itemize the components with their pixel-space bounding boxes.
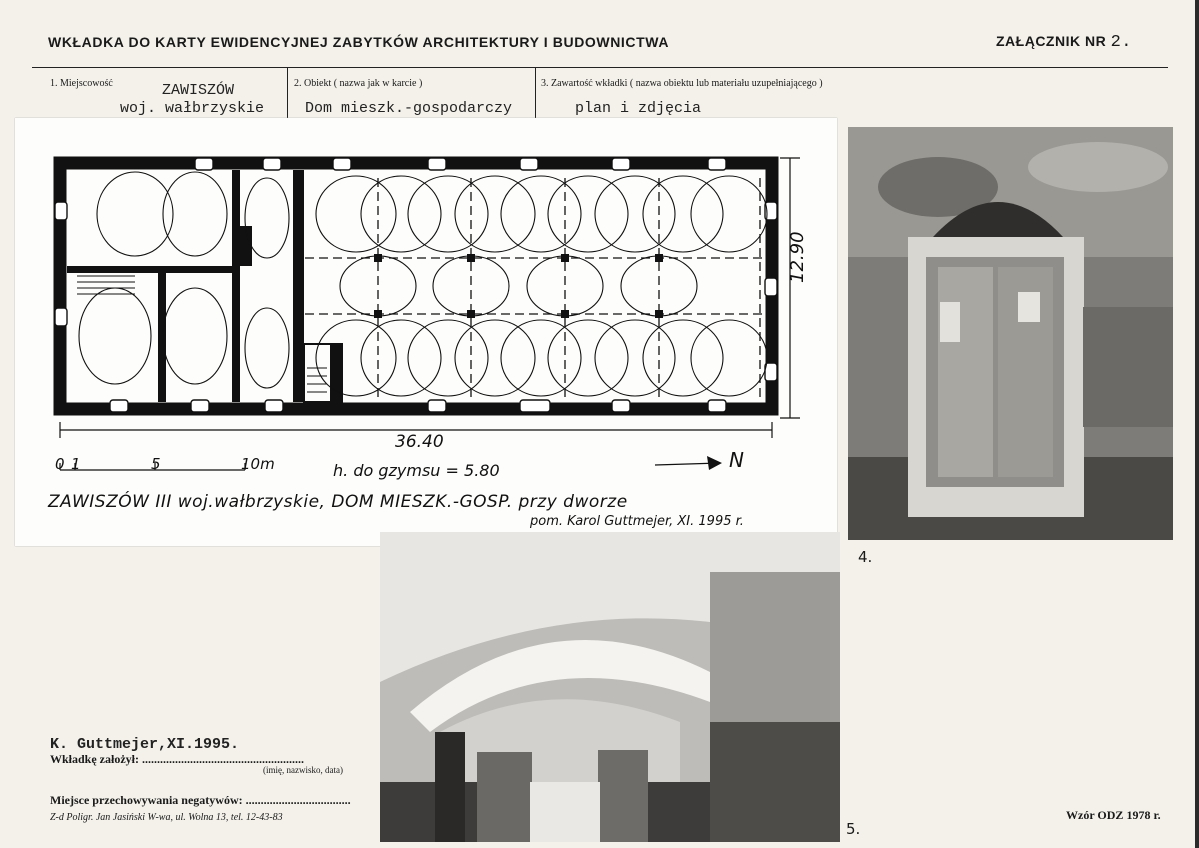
author-value: K. Guttmejer,XI.1995. [50,736,240,753]
plan-caption: ZAWISZÓW III woj.wałbrzyskie, DOM MIESZK.-GOSP. przy dworze [48,492,628,512]
negatives-label: Miejsce przechowywania negatywów: ................................... [50,793,351,807]
field-1-value-place: ZAWISZÓW [162,82,235,99]
field-1-label: 1. Miejscowość [50,78,113,89]
floor-plan-card [15,118,837,546]
interior-photo-image [380,532,840,842]
field-2-label: 2. Obiekt ( nazwa jak w karcie ) [294,78,423,89]
field-3-label: 3. Zawartość wkładki ( nazwa obiektu lub materiału uzupełniającego ) [541,78,823,89]
cornice-height: h. do gzymsu = 5.80 [333,461,500,480]
printer-info: Z-d Poligr. Jan Jasiński W-wa, ul. Wolna 13, tel. 12-43-83 [50,812,283,823]
plan-author: pom. Karol Guttmejer, XI. 1995 r. [530,514,744,529]
field-2-value: Dom mieszk.-gospodarczy [305,100,513,117]
interior-photo [380,532,840,842]
scale-label-1: 1 [71,455,81,473]
scale-label-5: 5 [151,455,161,473]
scale-label-10m: 10m [241,455,275,473]
dimension-height: 12.90 [787,231,808,283]
dimension-length: 36.40 [395,432,444,452]
author-hint: (imię, nazwisko, data) [263,765,343,775]
header-rule [32,67,1168,68]
north-label: N [729,448,744,472]
field-1-value-region: woj. wałbrzyskie [120,100,265,117]
author-label: Wkładkę założył: ...................................................... [50,752,304,766]
annex-label-text: ZAŁĄCZNIK NR [996,33,1107,49]
annex-label [996,33,1132,52]
door-photo-image [848,127,1173,540]
floor-plan-drawing [15,118,837,546]
door-photo [848,127,1173,540]
interior-photo-number: 5. [846,820,861,838]
sheet-title: WKŁADKA DO KARTY EWIDENCYJNEJ ZABYTKÓW ARCHITEKTURY I BUDOWNICTWA [48,34,670,50]
scale-label-0: 0 [55,455,65,473]
field-divider-2 [535,68,536,120]
field-3-value: plan i zdjęcia [575,100,702,117]
annex-number: 2. [1110,33,1133,52]
form-id: Wzór ODZ 1978 r. [1066,808,1161,822]
field-divider-1 [287,68,288,120]
door-photo-number: 4. [858,548,873,566]
